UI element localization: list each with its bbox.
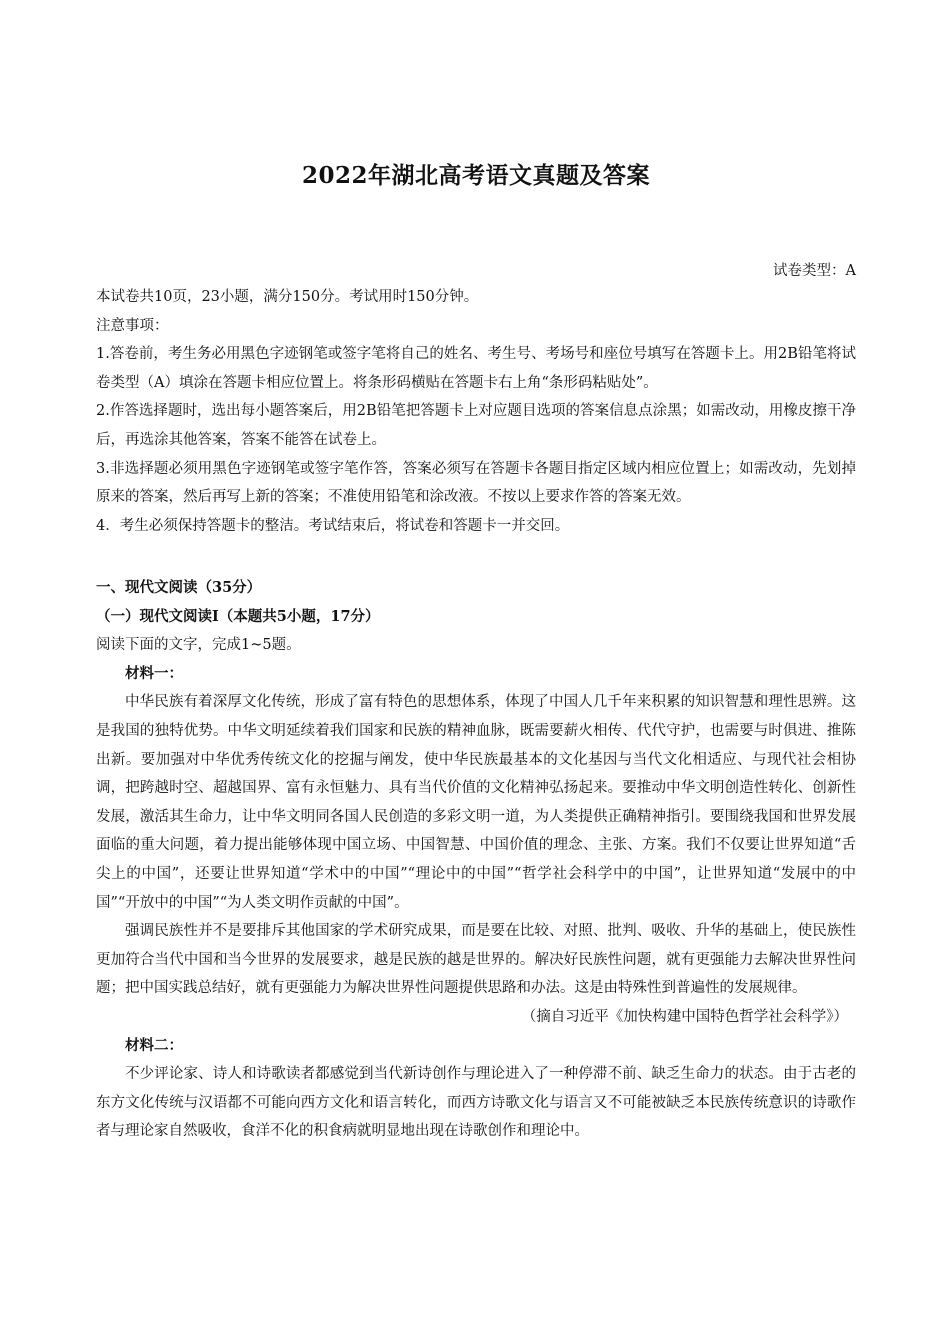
- instructions-block: [96, 283, 856, 540]
- instruction-item-2: 2.作答选择题时，选出每小题答案后，用2B铅笔把答题卡上对应题目选项的答案信息点涂黑；如需改动，用橡皮擦干净后，再选涂其他答案，答案不能答在试卷上。: [96, 403, 856, 448]
- section-prompt: 阅读下面的文字，完成1~5题。: [96, 637, 301, 654]
- section-heading: 一、现代文阅读（35分）: [96, 579, 262, 596]
- material-1-paragraph: 强调民族性并不是要排斥其他国家的学术研究成果，而是要在比较、对照、批判、吸收、升华的基础上，使民族性更加符合当代中国和当今世界的发展要求，越是民族的越是世界的。解决好民族性问题，就有更强能力去解决世界性问题；把中国实践总结好，就有更强能力为解决世界性问题提供思路和办法。这是由特殊性到普遍性的发展规律。: [96, 923, 856, 997]
- material-1-source: （摘自习近平《加快构建中国特色哲学社会科学》）: [521, 1008, 848, 1025]
- section-subheading: （一）现代文阅读Ⅰ（本题共5小题，17分）: [96, 607, 380, 625]
- material-2-paragraph: 不少评论家、诗人和诗歌读者都感觉到当代新诗创作与理论进入了一种停滞不前、缺乏生命力的状态。由于古老的东方文化传统与汉语都不可能向西方文化和语言转化，而西方诗歌文化与语言又不可能被缺乏本民族传统意识的诗歌作者与理论家自然吸收，食洋不化的积食病就明显地出现在诗歌创作和理论中。: [96, 1066, 856, 1140]
- instruction-item-3: 3.非选择题必须用黑色字迹钢笔或签字笔作答，答案必须写在答题卡各题目指定区域内相应位置上；如需改动，先划掉原来的答案，然后再写上新的答案；不准使用铅笔和涂改液。不按以上要求作答的答案无效。: [96, 460, 856, 506]
- instruction-item-1: 1.答卷前，考生务必用黑色字迹钢笔或签字笔将自己的姓名、考生号、考场号和座位号填写在答题卡上。用2B铅笔将试卷类型（A）填涂在答题卡相应位置上。将条形码横贴在答题卡右上角“条形码粘贴处”。: [96, 346, 856, 391]
- instruction-item-4: 4．考生必须保持答题卡的整洁。考试结束后，将试卷和答题卡一并交回。: [96, 517, 570, 534]
- reading-section: [96, 574, 856, 1146]
- material-2-label: 材料二：: [125, 1036, 183, 1054]
- instructions-heading: 注意事项：: [96, 317, 169, 334]
- material-1-paragraph: 中华民族有着深厚文化传统，形成了富有特色的思想体系，体现了中国人几千年来积累的知识智慧和理性思辨。这是我国的独特优势。中华文明延续着我们国家和民族的精神血脉，既需要薪火相传、代代守护，也需要与时俱进、推陈出新。要加强对中华优秀传统文化的挖掘与阐发，使中华民族最基本的文化基因与当代文化相适应、与现代社会相协调，把跨越时空、超越国界、富有永恒魅力、具有当代价值的文化精神弘扬起来。要推动中华文明创造性转化、创新性发展，激活其生命力，让中华文明同各国人民创造的多彩文明一道，为人类提供正确精神指引。要围绕我国和世界发展面临的重大问题，着力提出能够体现中国立场、中国智慧、中国价值的理念、主张、方案。我们不仅要让世界知道“舌尖上的中国”，还要让世界知道“学术中的中国”“理论中的中国”“哲学社会科学中的中国”，让世界知道“发展中的中国”“开放中的中国”“为人类文明作贡献的中国”。: [96, 694, 856, 911]
- exam-type-label: 试卷类型：A: [773, 263, 856, 279]
- material-1-label: 材料一：: [125, 664, 183, 682]
- page-title: 2022年湖北高考语文真题及答案: [301, 162, 650, 189]
- exam-summary: 本试卷共10页，23小题，满分150分。考试用时150分钟。: [96, 289, 479, 305]
